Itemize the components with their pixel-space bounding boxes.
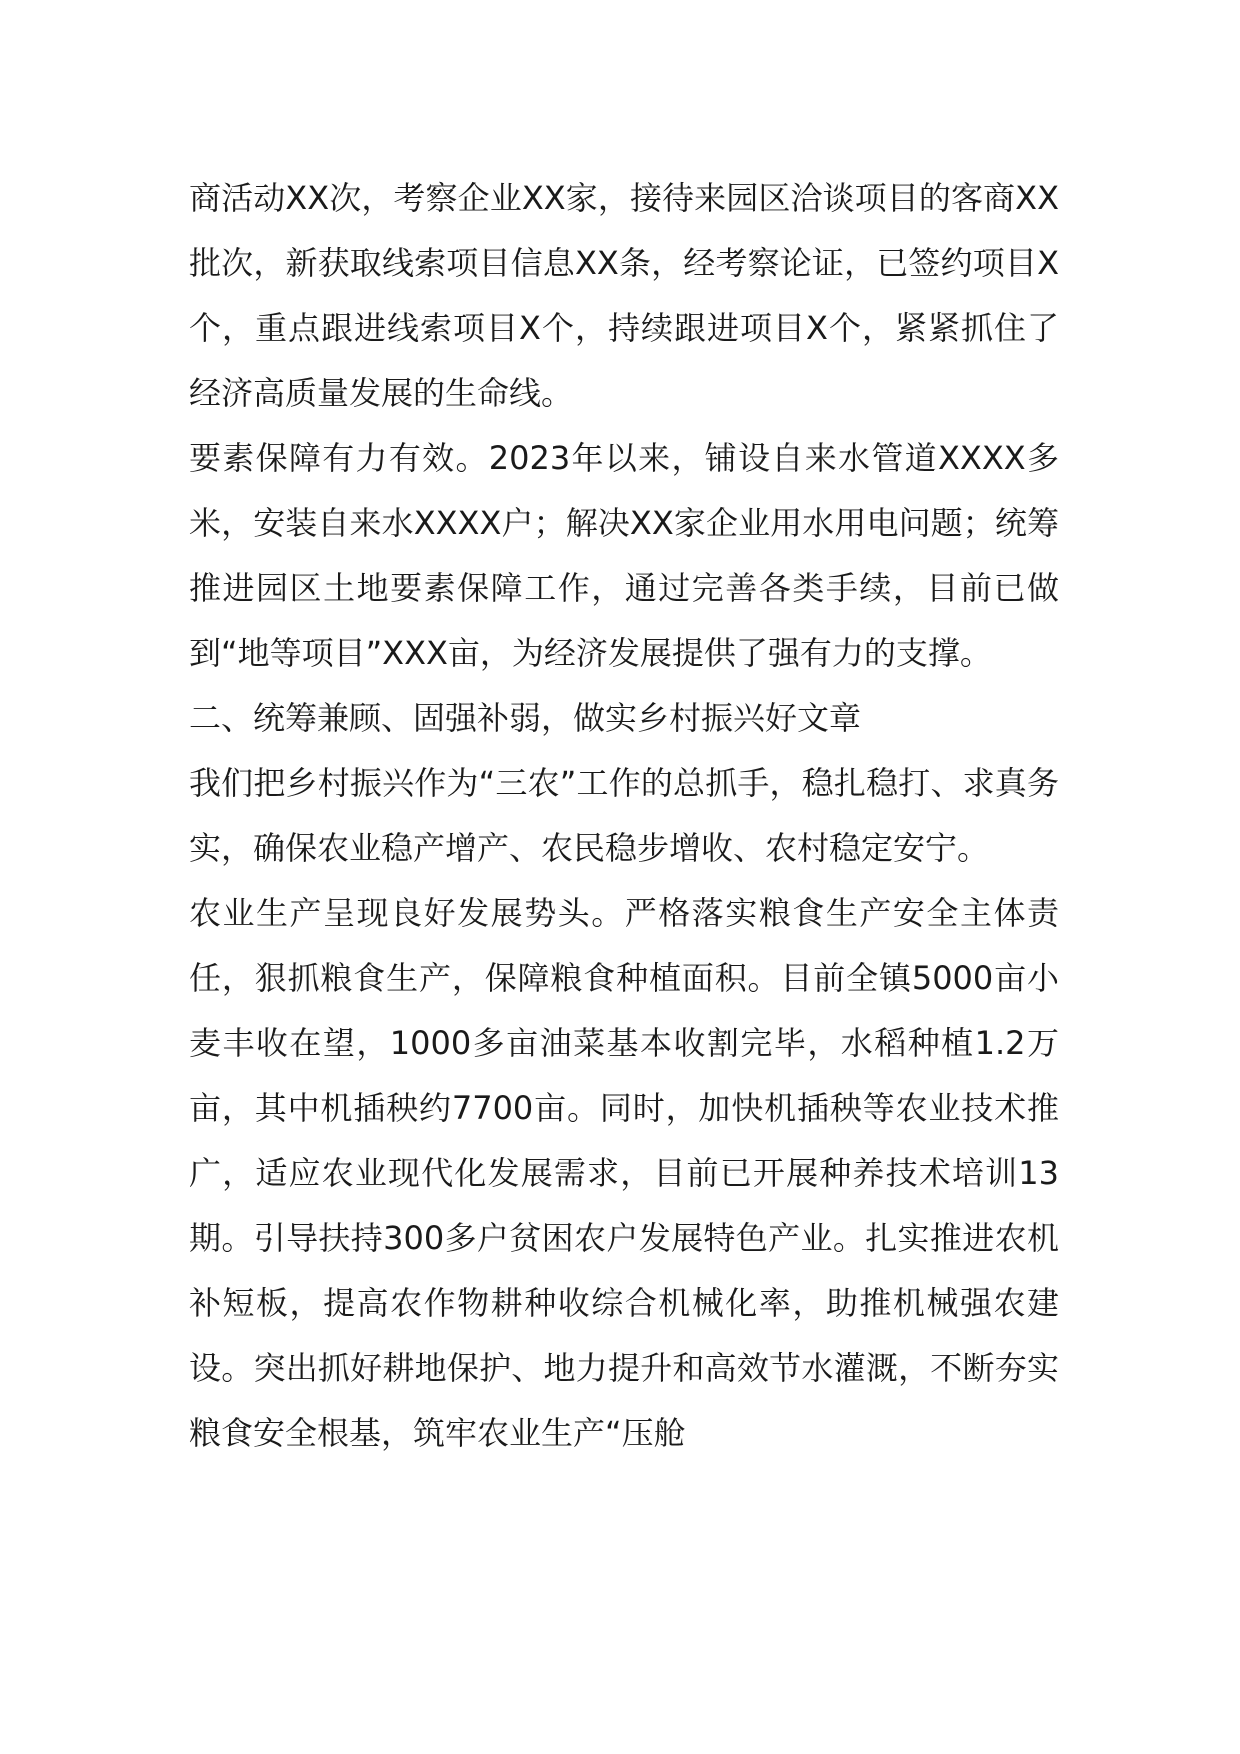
document-body <box>189 166 1059 1466</box>
paragraph-factor-guarantee: 要素保障有力有效。2023年以来，铺设自来水管道XXXX多米，安装自来水XXXX户；解决XX家企业用水用电问题；统筹推进园区土地要素保障工作，通过完善各类手续，目前已做到“地等项目”XXX亩，为经济发展提供了强有力的支撑。 <box>189 439 1059 672</box>
paragraph-agricultural-production: 农业生产呈现良好发展势头。严格落实粮食生产安全主体责任，狠抓粮食生产，保障粮食种植面积。目前全镇5000亩小麦丰收在望，1000多亩油菜基本收割完毕，水稻种植1.2万亩，其中机插秧约7700亩。同时，加快机插秧等农业技术推广，适应农业现代化发展需求，目前已开展种养技术培训13期。引导扶持300多户贫困农户发展特色产业。扎实推进农机补短板，提高农作物耕种收综合机械化率，助推机械强农建设。突出抓好耕地保护、地力提升和高效节水灌溉，不断夯实粮食安全根基，筑牢农业生产“压舱 <box>189 894 1059 1452</box>
section-heading-rural-revitalization: 二、统筹兼顾、固强补弱，做实乡村振兴好文章 <box>189 699 862 737</box>
paragraph-investment-activities: 商活动XX次，考察企业XX家，接待来园区洽谈项目的客商XX批次，新获取线索项目信息XX条，经考察论证，已签约项目X个，重点跟进线索项目X个，持续跟进项目X个，紧紧抓住了经济高质量发展的生命线。 <box>189 179 1059 412</box>
paragraph-rural-revitalization-intro: 我们把乡村振兴作为“三农”工作的总抓手，稳扎稳打、求真务实，确保农业稳产增产、农民稳步增收、农村稳定安宁。 <box>189 764 1059 867</box>
